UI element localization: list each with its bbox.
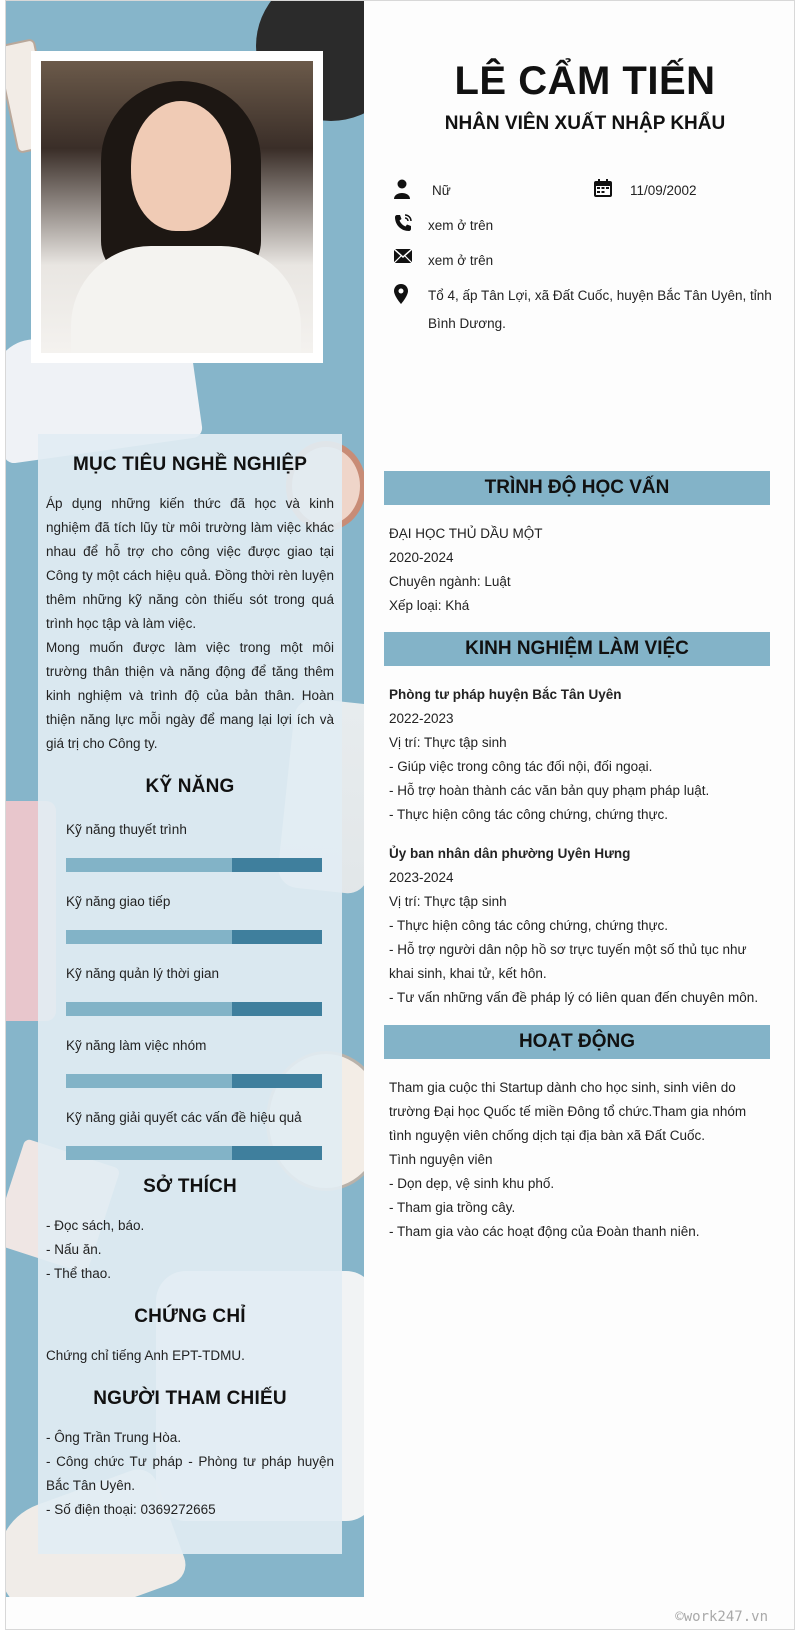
education-block <box>389 522 769 618</box>
hobby-item: - Đọc sách, báo. <box>46 1218 145 1233</box>
job-duty: - Hỗ trợ hoàn thành các văn bản quy phạm pháp luật. <box>389 783 710 798</box>
job-position: Vị trí: Thực tập sinh <box>389 894 507 909</box>
job-years: 2022-2023 <box>389 711 454 726</box>
objective-paragraph-1: Áp dụng những kiến thức đã học và kinh nghiệm đã tích lũy từ môi trường làm việc khác nhau để hỗ trợ cho công việc được giao tại Công ty một cách hiệu quả. Đồng thời rèn luyện thêm những kỹ năng còn thiếu sót trong quá trình học tập và làm việc. <box>46 496 334 631</box>
gender-value: Nữ <box>432 183 451 198</box>
location-pin-icon <box>394 282 428 304</box>
skill-bar-fill <box>232 858 322 872</box>
company-name: Phòng tư pháp huyện Bắc Tân Uyên <box>389 687 622 702</box>
education-title: TRÌNH ĐỘ HỌC VẤN <box>384 471 770 505</box>
objective-paragraph-2: Mong muốn được làm việc trong một môi trường thân thiện và năng động để tăng thêm kinh nghiệm và trình độ của bản thân. Hoàn thiện năng lực mỗi ngày để mang lại lợi ích và giá trị cho Công ty. <box>46 640 334 751</box>
certificates-title: CHỨNG CHỈ <box>134 1306 246 1327</box>
photo-face <box>131 101 231 231</box>
activities-title: HOẠT ĐỘNG <box>384 1025 770 1059</box>
certificate-item: Chứng chỉ tiếng Anh EPT-TDMU. <box>46 1348 245 1363</box>
skill-label: Kỹ năng làm việc nhóm <box>66 1038 207 1053</box>
skill-item <box>66 1106 322 1160</box>
skill-label: Kỹ năng giao tiếp <box>66 894 171 909</box>
birthdate-value: 11/09/2002 <box>630 183 697 198</box>
phone-value: xem ở trên <box>428 218 494 233</box>
left-content-panel <box>38 434 342 1554</box>
education-major: Chuyên ngành: Luật <box>389 574 511 589</box>
skill-bar <box>66 1146 322 1160</box>
skill-item <box>66 962 322 1016</box>
activities-block <box>389 1076 769 1244</box>
email-row <box>394 247 493 275</box>
calendar-icon <box>594 177 628 197</box>
profile-photo-frame <box>31 51 323 363</box>
skill-bar-fill <box>232 930 322 944</box>
activity-item: - Dọn dẹp, vệ sinh khu phố. <box>389 1176 555 1191</box>
education-grade: Xếp loại: Khá <box>389 598 470 613</box>
activities-intro: Tham gia cuộc thi Startup dành cho học sinh, sinh viên do trường Đại học Quốc tế miền Đông tổ chức.Tham gia nhóm tình nguyện viên chống dịch tại địa bàn xã Đất Cuốc. <box>389 1080 747 1143</box>
company-name: Ủy ban nhân dân phường Uyên Hưng <box>389 846 631 861</box>
job-years: 2023-2024 <box>389 870 454 885</box>
experience-title: KINH NGHIỆM LÀM VIỆC <box>384 632 770 666</box>
person-icon <box>394 177 428 199</box>
job-title: NHÂN VIÊN XUẤT NHẬP KHẨU <box>444 113 726 134</box>
photo-shirt <box>71 246 301 353</box>
job-duty: - Giúp việc trong công tác đối nội, đối ngoại. <box>389 759 653 774</box>
gender-row <box>394 177 451 205</box>
phone-row <box>394 212 493 240</box>
skill-bar <box>66 858 322 872</box>
email-value: xem ở trên <box>428 253 494 268</box>
job-duty: - Thực hiện công tác công chứng, chứng thực. <box>389 918 669 933</box>
skill-item <box>66 890 322 944</box>
activity-item: - Tham gia vào các hoạt động của Đoàn thanh niên. <box>389 1224 700 1239</box>
references-title: NGƯỜI THAM CHIẾU <box>93 1388 287 1409</box>
activity-item: - Tham gia trồng cây. <box>389 1200 516 1215</box>
address-row <box>394 282 774 338</box>
address-value: Tổ 4, ấp Tân Lợi, xã Đất Cuốc, huyện Bắc Tân Uyên, tỉnh Bình Dương. <box>428 288 772 331</box>
reference-item: - Số điện thoại: 0369272665 <box>46 1502 216 1517</box>
school-name: ĐẠI HỌC THỦ DẦU MỘT <box>389 526 543 541</box>
skills-title: KỸ NĂNG <box>145 776 235 797</box>
left-column <box>6 1 364 1597</box>
skill-label: Kỹ năng thuyết trình <box>66 822 187 837</box>
job-duty: - Tư vấn những vấn đề pháp lý có liên quan đến chuyên môn. <box>389 990 759 1005</box>
objective-title: MỤC TIÊU NGHỀ NGHIỆP <box>72 454 308 475</box>
hobbies-list <box>46 1214 334 1286</box>
hobbies-title: SỞ THÍCH <box>143 1176 237 1197</box>
reference-item: - Công chức Tư pháp - Phòng tư pháp huyện Bắc Tân Uyên. <box>46 1454 334 1493</box>
skill-bar <box>66 1002 322 1016</box>
experience-job-2 <box>389 842 769 1010</box>
skill-bar-fill <box>232 1074 322 1088</box>
skill-bar-fill <box>232 1146 322 1160</box>
experience-job-1 <box>389 683 769 827</box>
skill-item <box>66 818 322 872</box>
cv-page <box>5 0 795 1630</box>
hobby-item: - Thể thao. <box>46 1266 112 1281</box>
profile-photo <box>41 61 313 353</box>
job-duty: - Hỗ trợ người dân nộp hồ sơ trực tuyến một số thủ tục như khai sinh, khai tử, kết hôn. <box>389 942 747 981</box>
phone-icon <box>394 212 428 232</box>
education-years: 2020-2024 <box>389 550 454 565</box>
skill-bar <box>66 930 322 944</box>
skill-label: Kỹ năng quản lý thời gian <box>66 966 219 981</box>
references-list <box>46 1426 334 1522</box>
job-position: Vị trí: Thực tập sinh <box>389 735 507 750</box>
envelope-icon <box>394 247 428 263</box>
reference-item: - Ông Trần Trung Hòa. <box>46 1430 182 1445</box>
job-duty: - Thực hiện công tác công chứng, chứng thực. <box>389 807 669 822</box>
skill-bar-fill <box>232 1002 322 1016</box>
candidate-name: LÊ CẨM TIẾN <box>454 59 716 103</box>
hobby-item: - Nấu ăn. <box>46 1242 102 1257</box>
activities-role: Tình nguyện viên <box>389 1152 493 1167</box>
skill-item <box>66 1034 322 1088</box>
skill-label: Kỹ năng giải quyết các vấn đề hiệu quả <box>66 1110 302 1125</box>
birthdate-row <box>594 177 697 205</box>
skill-bar <box>66 1074 322 1088</box>
watermark[interactable]: ©work247.vn <box>675 1609 768 1625</box>
